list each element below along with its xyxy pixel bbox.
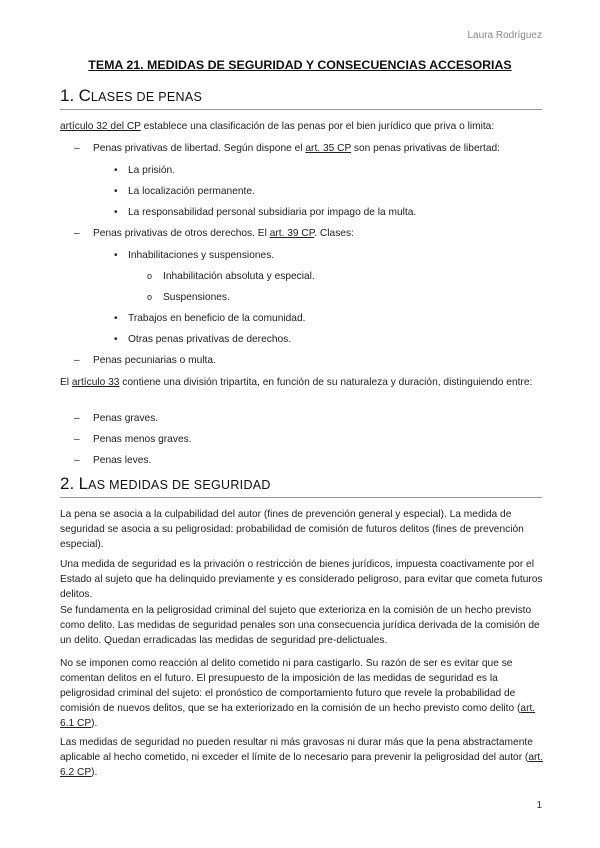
- sub-list-item: o Inhabilitación absoluta y especial.: [147, 271, 315, 282]
- list-item-penas-otros-derechos: – Penas privativas de otros derechos. El art. 39 CP. Clases:: [74, 228, 354, 239]
- list-item: • Trabajos en beneficio de la comunidad.: [114, 313, 306, 324]
- page-number: 1: [536, 800, 542, 811]
- section-2-heading: [60, 474, 542, 498]
- sub-list-item: o Suspensiones.: [147, 292, 230, 303]
- section-2-paragraph-2: Una medida de seguridad es la privación o restricción de bienes jurídicos, impuesta coactivamente por el Estado al sujeto que ha delinquido previamente y es considerado peligroso, para evitar que cometa futuros delitos.: [60, 559, 543, 600]
- author-header: Laura Rodríguez: [467, 30, 542, 41]
- section-2-initial: L: [78, 474, 89, 493]
- list-item: • Otras penas privativas de derechos.: [114, 334, 292, 345]
- link-articulo-33[interactable]: artículo 33: [71, 377, 120, 388]
- section-2-paragraph-5: Las medidas de seguridad no pueden resultar ni más gravosas ni durar más que la pena abstractamente aplicable al hecho cometido, ni exceder el límite de lo necesario para prevenir la peligrosidad del autor (art. 6.2 CP).: [60, 737, 544, 778]
- list-item-penas-pecuniarias: – Penas pecuniarias o multa.: [74, 355, 216, 366]
- list-item: • La localización permanente.: [114, 186, 255, 197]
- list-item: – Penas graves.: [74, 413, 159, 424]
- link-art-39[interactable]: art. 39 CP: [269, 228, 315, 239]
- section-1-intro: artículo 32 del CP establece una clasificación de las penas por el bien jurídico que priva o limita:: [60, 121, 495, 132]
- list-item: • La prisión.: [114, 165, 176, 176]
- section-1-title-rest: LASES DE PENAS: [90, 90, 203, 104]
- link-art-6-2[interactable]: art. 6.2 CP: [60, 752, 544, 778]
- list-item: • Inhabilitaciones y suspensiones.: [114, 250, 275, 261]
- section-1-initial: C: [78, 86, 91, 105]
- link-articulo-32[interactable]: artículo 32 del CP: [60, 121, 141, 132]
- list-item-penas-libertad: – Penas privativas de libertad. Según dispone el art. 35 CP son penas privativas de libertad:: [74, 143, 501, 154]
- section-2-number: 2.: [60, 474, 75, 493]
- section-2-title-rest: AS MEDIDAS DE SEGURIDAD: [88, 478, 271, 492]
- section-1-paragraph-2: El artículo 33 contiene una división tripartita, en función de su naturaleza y duración, distinguiendo entre:: [60, 377, 533, 388]
- document-title: TEMA 21. MEDIDAS DE SEGURIDAD Y CONSECUENCIAS ACCESORIAS: [88, 58, 512, 72]
- section-2-paragraph-3: Se fundamenta en la peligrosidad criminal del sujeto que exterioriza en la comisión de un hecho previsto como delito. Las medidas de seguridad penales son una consecuencia jurídica derivada de la comisión de un delito. Quedan erradicadas las medidas de seguridad pre-delictuales.: [60, 605, 540, 646]
- section-1-heading: [60, 86, 542, 110]
- section-2-paragraph-4: No se imponen como reacción al delito cometido ni para castigarlo. Su razón de ser es evitar que se comentan delitos en el futuro. El presupuesto de la imposición de las medidas de seguridad es la peligrosidad criminal del sujeto: el pronóstico de comportamiento futuro que revele la probabilidad de comisión de nuevos delitos, que se ha exteriorizado en la comisión de un hecho previsto como delito (art. 6.1 CP).: [60, 658, 536, 729]
- section-1-number: 1.: [60, 86, 75, 105]
- list-item: – Penas leves.: [74, 455, 152, 466]
- section-2-paragraph-1: La pena se asocia a la culpabilidad del autor (fines de prevención general y especial). La medida de seguridad se asocia a su peligrosidad: probabilidad de comisión de futuros delitos (fines de prevención especial).: [60, 509, 524, 550]
- link-art-6-1[interactable]: art. 6.1 CP: [60, 703, 536, 729]
- list-item: • La responsabilidad personal subsidiaria por impago de la multa.: [114, 207, 417, 218]
- list-item: – Penas menos graves.: [74, 434, 192, 445]
- link-art-35[interactable]: art. 35 CP: [305, 143, 352, 154]
